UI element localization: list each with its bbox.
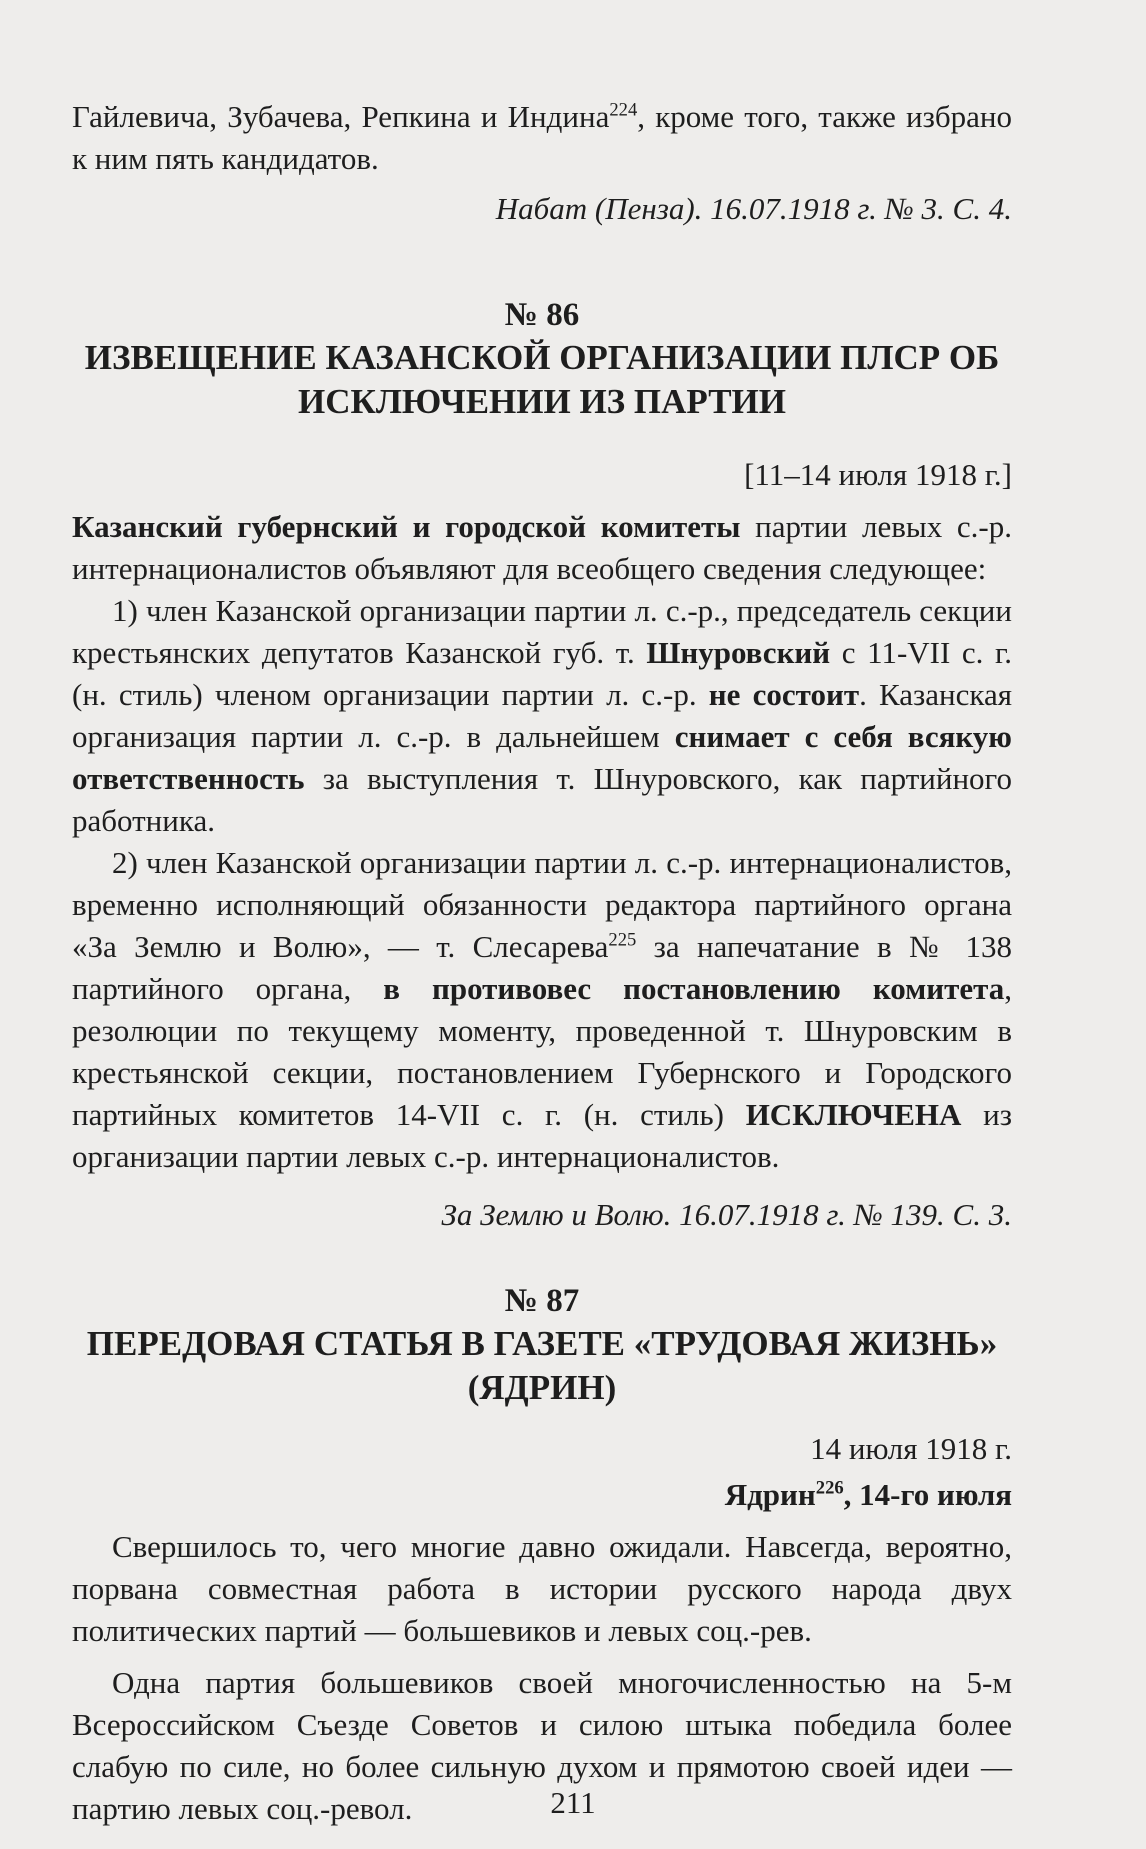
document-title: ИЗВЕЩЕНИЕ КАЗАНСКОЙ ОРГАНИЗАЦИИ ПЛСР ОБ ИСКЛЮЧЕНИИ ИЗ ПАРТИИ <box>84 338 1000 421</box>
body-paragraph: Казанский губернский и городской комитеты партии левых с.-р. интернационалистов объявляют для всеобщего сведения следующее: <box>72 509 1012 586</box>
page-number: 211 <box>550 1785 596 1820</box>
source-citation: За Землю и Волю. 16.07.1918 г. № 139. С. 3. <box>441 1197 1012 1232</box>
footnote-ref: 224 <box>609 99 638 121</box>
document-date: 14 июля 1918 г. <box>810 1431 1012 1466</box>
intro-paragraph: Гайлевича, Зубачева, Репкина и Индина$^{224}$, кроме того, также избрано к ним пять кандидатов. <box>72 99 1012 176</box>
body-paragraph: Одна партия большевиков своей многочисленностью на 5-м Всероссийском Съезде Советов и силою штыка победила более слабую по силе, но более сильную духом и прямотою своей идеи — партию левых соц.-револ. <box>72 1665 1012 1826</box>
document-title: ПЕРЕДОВАЯ СТАТЬЯ В ГАЗЕТЕ «ТРУДОВАЯ ЖИЗНЬ» (ЯДРИН) <box>86 1324 998 1407</box>
body-paragraph: 1) член Казанской организации партии л. с.-р., председатель секции крестьянских депутатов Казанской губ. т. Шнуровский с 11-VII с. г. (н. стиль) членом организации партии л. с.-р. не состоит. Казанская организация партии л. с.-р. в дальнейшем снимает с себя всякую ответственность за выступления т. Шнуровского, как партийного работника. <box>72 593 1013 838</box>
footnote-ref: 225 <box>608 929 637 951</box>
document-number: № 86 <box>504 297 580 333</box>
dateline: Ядрин$^{226}$, 14-го июля <box>724 1477 1012 1512</box>
body-paragraph: 2) член Казанской организации партии л. с.-р. интернационалистов, временно исполняющий обязанности редактора партийного органа «За Землю и Волю», — т. Слесарева$^{225}$ за напечатание в № 138 партийного органа, в противовес постановлению комитета, резолюции по текущему моменту, проведенной т. Шнуровским в крестьянской секции, постановлением Губернского и Городского партийных комитетов 14-VII с. г. (н. стиль) ИСКЛЮЧЕНА из организации партии левых с.-р. интернационалистов. <box>72 845 1013 1174</box>
footnote-ref: 226 <box>815 1477 844 1499</box>
source-citation: Набат (Пенза). 16.07.1918 г. № 3. С. 4. <box>495 191 1012 226</box>
document-date: [11–14 июля 1918 г.] <box>744 457 1012 492</box>
text-column <box>72 96 1012 1830</box>
document-number: № 87 <box>504 1283 580 1319</box>
body-paragraph: Свершилось то, чего многие давно ожидали. Навсегда, вероятно, порвана совместная работа в истории русского народа двух политических партий — большевиков и левых соц.-рев. <box>72 1529 1012 1648</box>
